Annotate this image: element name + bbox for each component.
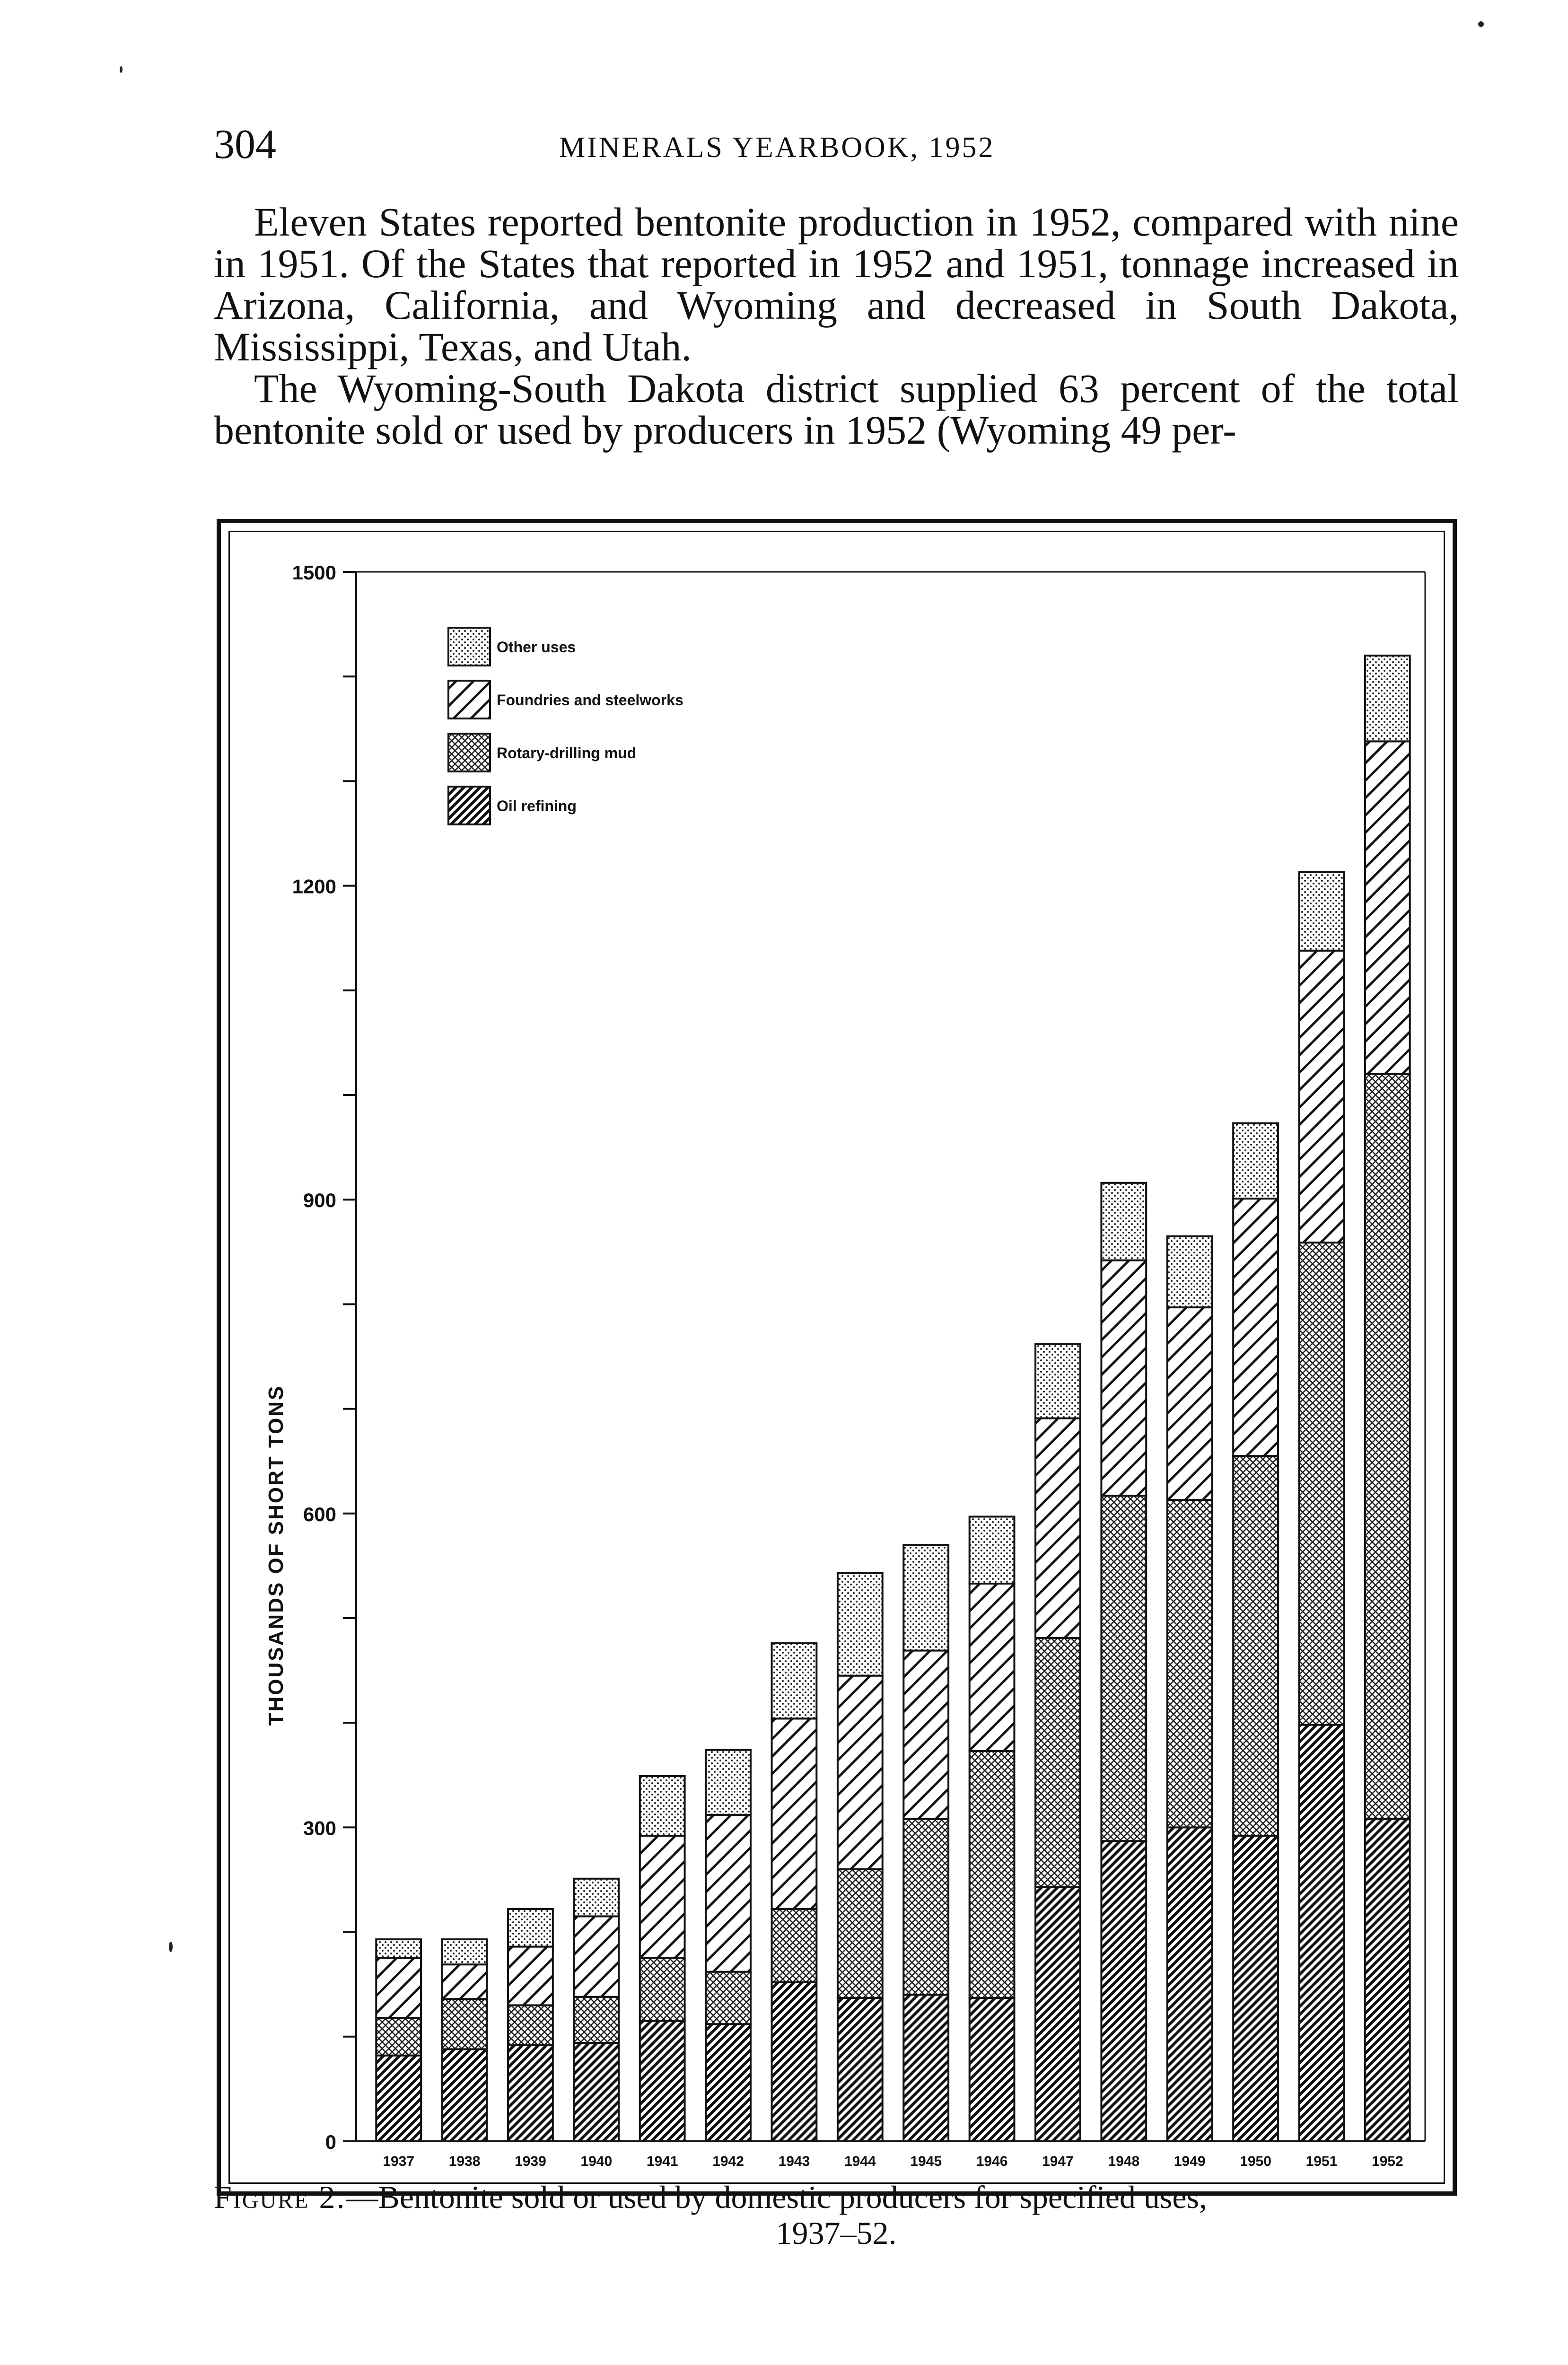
legend-label: Oil refining (497, 797, 577, 815)
bar-segment (706, 2024, 751, 2141)
chart-legend (448, 628, 683, 824)
legend-label: Other uses (497, 639, 576, 656)
legend-label: Foundries and steelworks (497, 692, 683, 709)
x-tick-label: 1952 (1371, 2154, 1403, 2169)
bar-segment (1365, 1819, 1410, 2141)
bar-segment (772, 1718, 817, 1909)
bar-segment (574, 1997, 619, 2043)
bar-segment (508, 1947, 553, 2006)
legend-label: Rotary-drilling mud (497, 745, 637, 762)
figure-caption (214, 2181, 1459, 2214)
bar-segment (1365, 656, 1410, 741)
x-tick-label: 1940 (580, 2154, 613, 2169)
bar-segment (442, 1964, 487, 1999)
bar-segment (1233, 1456, 1278, 1836)
bar-segment (1365, 1074, 1410, 1819)
bar-segment (1167, 1827, 1212, 2141)
bar-segment (1233, 1123, 1278, 1199)
bar-segment (1035, 1419, 1080, 1638)
bar-segment (772, 1982, 817, 2141)
bar-segment (1101, 1183, 1146, 1261)
x-tick-label: 1951 (1305, 2154, 1338, 2169)
bar-segment (1299, 872, 1344, 951)
x-tick-label: 1941 (646, 2154, 678, 2169)
x-tick-label: 1943 (778, 2154, 810, 2169)
bar-segment (1167, 1500, 1212, 1827)
bar-segment (903, 1995, 948, 2141)
bentonite-chart (217, 519, 1457, 2196)
legend-swatch (448, 681, 490, 718)
bar-segment (1101, 1260, 1146, 1496)
bar-segment (903, 1545, 948, 1650)
bar-segment (640, 1836, 685, 1958)
page-header (214, 121, 1459, 173)
bar-segment (970, 1516, 1015, 1584)
bar-segment (970, 1584, 1015, 1751)
bar-segment (442, 2049, 487, 2141)
bar-segment (640, 1958, 685, 2021)
bar-segment (838, 1573, 883, 1676)
y-tick-label: 900 (303, 1189, 336, 1212)
bar-segment (903, 1651, 948, 1819)
bar-segment (508, 2005, 553, 2045)
bar-segment (772, 1643, 817, 1718)
caption-text-line1: —Bentonite sold or used by domestic producers for specified uses, (346, 2179, 1207, 2215)
bar-segment (1035, 1887, 1080, 2141)
bar-segment (574, 1916, 619, 1997)
bar-segment (772, 1909, 817, 1982)
bar-segment (1233, 1836, 1278, 2141)
bar-segment (706, 1750, 751, 1815)
bar-segment (970, 1751, 1015, 1998)
y-tick-label: 300 (303, 1817, 336, 1839)
x-tick-label: 1944 (844, 2154, 876, 2169)
paragraph-2: The Wyoming-South Dakota district supplied 63 percent of the total bentonite sold or used by producers in 1952 (Wyoming 49 per- (214, 366, 1459, 453)
bar-segment (1299, 951, 1344, 1243)
bar-segment (1233, 1199, 1278, 1456)
bar-segment (1035, 1344, 1080, 1418)
bar-segment (1299, 1725, 1344, 2141)
bar-segment (1101, 1841, 1146, 2141)
y-tick-label: 600 (303, 1503, 336, 1525)
bar-segment (838, 1869, 883, 1998)
bar-segment (1167, 1236, 1212, 1307)
y-tick-label: 0 (325, 2131, 336, 2153)
running-title: MINERALS YEARBOOK, 1952 (559, 131, 995, 164)
x-tick-label: 1942 (712, 2154, 744, 2169)
caption-text-line2: 1937–52. (776, 2215, 897, 2251)
bar-segment (574, 2043, 619, 2141)
y-tick-label: 1500 (292, 561, 336, 584)
bar-segment (574, 1879, 619, 1917)
x-tick-label: 1939 (515, 2154, 546, 2169)
stray-ink-mark (1478, 21, 1484, 27)
x-tick-label: 1948 (1108, 2154, 1140, 2169)
bar-segment (706, 1815, 751, 1972)
bar-segment (376, 1958, 421, 2018)
bar-segment (903, 1819, 948, 1995)
x-tick-label: 1945 (910, 2154, 942, 2169)
x-tick-label: 1950 (1240, 2154, 1271, 2169)
body-text (214, 201, 1459, 451)
bar-segment (640, 2021, 685, 2141)
bar-segment (970, 1998, 1015, 2141)
bar-segment (1035, 1638, 1080, 1887)
legend-swatch (448, 734, 490, 771)
bar-segment (442, 1999, 487, 2049)
chart-bars (376, 656, 1410, 2169)
x-tick-label: 1949 (1174, 2154, 1206, 2169)
page-number: 304 (214, 122, 276, 167)
bar-segment (376, 2018, 421, 2056)
bar-segment (376, 2056, 421, 2141)
bar-segment (1299, 1243, 1344, 1725)
bar-segment (838, 1998, 883, 2141)
bar-segment (838, 1676, 883, 1869)
x-tick-label: 1937 (383, 2154, 415, 2169)
x-tick-label: 1938 (448, 2154, 481, 2169)
y-axis-label: THOUSANDS OF SHORT TONS (264, 1384, 288, 1726)
bar-segment (442, 1939, 487, 1964)
bar-segment (376, 1939, 421, 1958)
bar-segment (508, 1909, 553, 1947)
paragraph-1: Eleven States reported bentonite production in 1952, compared with nine in 1951. Of the States that reported in 1952 and 1951, tonnage increased in Arizona, California, and Wyoming and decreased in South Dakota, Mississippi, Texas, and Utah. (214, 199, 1459, 369)
x-tick-label: 1946 (976, 2154, 1008, 2169)
stray-ink-mark (120, 66, 123, 73)
y-tick-label: 1200 (292, 875, 336, 898)
bar-segment (706, 1972, 751, 2024)
legend-swatch (448, 628, 490, 666)
bar-segment (508, 2045, 553, 2141)
figure-label: Figure 2. (214, 2179, 346, 2215)
legend-swatch (448, 787, 490, 824)
bar-segment (640, 1776, 685, 1836)
bar-segment (1167, 1307, 1212, 1500)
stray-ink-mark (169, 1942, 173, 1952)
bar-segment (1365, 741, 1410, 1074)
x-tick-label: 1947 (1042, 2154, 1074, 2169)
bar-segment (1101, 1496, 1146, 1841)
